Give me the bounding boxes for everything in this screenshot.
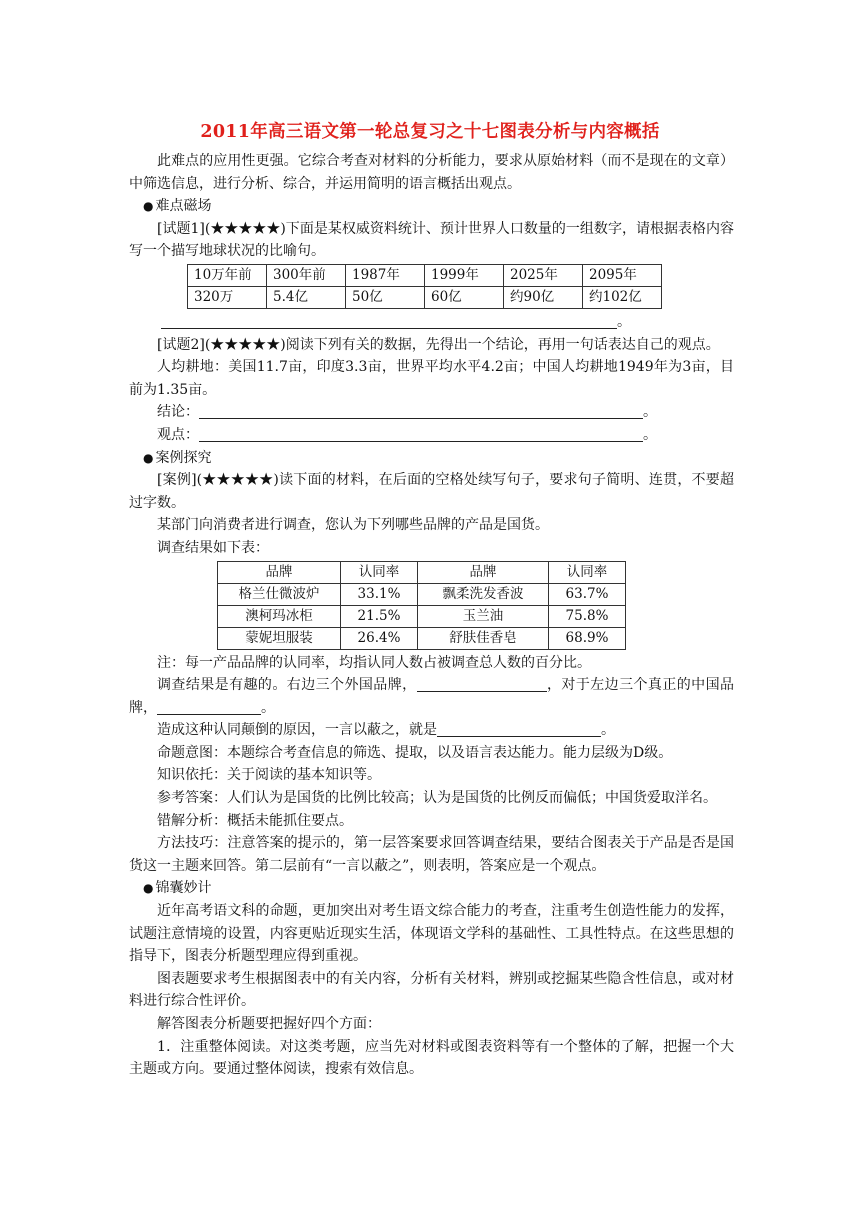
answer-blank[interactable] xyxy=(417,676,547,692)
table-note: 注：每一产品品牌的认同率，均指认同人数占被调查总人数的百分比。 xyxy=(157,654,591,671)
table-cell: 格兰仕微波炉 xyxy=(218,583,341,605)
tips-paragraph: 图表题要求考生根据图表中的有关内容，分析有关材料，辨别或挖掘某些隐含性信息，或对材料进行综合性评价。 xyxy=(129,970,734,1010)
population-table xyxy=(187,264,662,309)
question-2-text: [试题2](★★★★★)阅读下列有关的数据，先得出一个结论，再用一句话表达自己的观点。 xyxy=(157,336,720,353)
table-cell: 50亿 xyxy=(346,286,425,308)
table-cell: 2095年 xyxy=(583,264,662,286)
answer-blank[interactable] xyxy=(157,699,261,715)
table-cell: 玉兰油 xyxy=(418,605,549,627)
case-text: [案例](★★★★★)读下面的材料，在后面的空格处续写句子，要求句子简明、连贯，不要超过字数。 xyxy=(129,472,734,511)
bullet-icon: ● xyxy=(143,450,154,465)
table-header-cell: 认同率 xyxy=(549,561,626,583)
table-cell: 68.9% xyxy=(549,627,626,649)
question-1-text: [试题1](★★★★★)下面是某权威资料统计、预计世界人口数量的一组数字，请根据表格内容写一个描写地球状况的比喻句。 xyxy=(129,220,734,260)
table-cell: 1999年 xyxy=(425,264,504,286)
view-line: 观点： 。 xyxy=(157,426,657,443)
fill-sentence-2: 造成这种认同颠倒的原因，一言以蔽之，就是 。 xyxy=(157,722,615,739)
table-cell: 约102亿 xyxy=(583,286,662,308)
error-analysis: 错解分析：概括未能抓住要点。 xyxy=(157,812,353,829)
section-heading-tips: ● 锦囊妙计 xyxy=(143,880,212,897)
case-paragraph: 某部门向消费者进行调查，您认为下列哪些品牌的产品是国货。 xyxy=(157,517,549,534)
case-paragraph: 调查结果如下表： xyxy=(157,539,269,556)
tips-paragraph: 近年高考语文科的命题，更加突出对考生语文综合能力的考查，注重考生创造性能力的发挥，试题注意情境的设置，内容更贴近现实生活，体现语文学科的基础性、工具性特点。在这些思想的指导下，图表分析题型理应得到重视。 xyxy=(129,903,734,965)
answer-blank[interactable] xyxy=(437,721,601,737)
answer-blank[interactable] xyxy=(161,313,617,329)
conclusion-blank[interactable] xyxy=(199,403,643,419)
bullet-icon: ● xyxy=(143,881,154,896)
table-cell: 33.1% xyxy=(341,583,418,605)
reference-answer: 参考答案：人们认为是国货的比例比较高；认为是国货的比例反而偏低；中国货爱取洋名。 xyxy=(157,790,717,807)
brand-survey-table xyxy=(217,561,626,650)
table-cell: 300年前 xyxy=(267,264,346,286)
table-cell: 澳柯玛冰柜 xyxy=(218,605,341,627)
bullet-icon: ● xyxy=(143,199,154,214)
table-row xyxy=(218,605,626,627)
table-cell: 21.5% xyxy=(341,605,418,627)
document-body xyxy=(129,150,734,1081)
table-cell: 1987年 xyxy=(346,264,425,286)
table-cell: 10万年前 xyxy=(188,264,267,286)
section-heading-difficulty: ● 难点磁场 xyxy=(143,198,212,215)
fill-sentence-1: 调查结果是有趣的。右边三个外国品牌， ，对于左边三个真正的中国品牌， 。 xyxy=(129,677,735,716)
conclusion-line: 结论： 。 xyxy=(157,404,657,421)
table-row xyxy=(188,286,662,308)
table-cell: 5.4亿 xyxy=(267,286,346,308)
table-header-cell: 品牌 xyxy=(218,561,341,583)
table-header-row xyxy=(218,561,626,583)
knowledge-basis: 知识依托：关于阅读的基本知识等。 xyxy=(157,767,381,784)
answer-line-1: 。 xyxy=(129,311,734,334)
table-cell: 60亿 xyxy=(425,286,504,308)
table-cell: 蒙妮坦服装 xyxy=(218,627,341,649)
view-blank[interactable] xyxy=(199,426,643,442)
table-cell: 26.4% xyxy=(341,627,418,649)
question-2-data: 人均耕地：美国11.7亩，印度3.3亩，世界平均水平4.2亩；中国人均耕地1949年为3亩，目前为1.35亩。 xyxy=(129,359,734,398)
table-cell: 320万 xyxy=(188,286,267,308)
table-cell: 飘柔洗发香波 xyxy=(418,583,549,605)
table-cell: 63.7% xyxy=(549,583,626,605)
table-cell: 2025年 xyxy=(504,264,583,286)
section-heading-case: ● 案例探究 xyxy=(143,449,212,466)
table-header-cell: 品牌 xyxy=(418,561,549,583)
tips-paragraph: 1．注重整体阅读。对这类考题，应当先对材料或图表资料等有一个整体的了解，把握一个大主题或方向。要通过整体阅读，搜索有效信息。 xyxy=(129,1038,734,1078)
intro-paragraph: 此难点的应用性更强。它综合考查对材料的分析能力，要求从原始材料（而不是现在的文章）中筛选信息，进行分析、综合，并运用简明的语言概括出观点。 xyxy=(129,153,734,192)
tips-paragraph: 解答图表分析题要把握好四个方面： xyxy=(157,1016,381,1032)
table-cell: 约90亿 xyxy=(504,286,583,308)
table-row xyxy=(218,627,626,649)
table-header-cell: 认同率 xyxy=(341,561,418,583)
method-tips: 方法技巧：注意答案的提示的，第一层答案要求回答调查结果，要结合图表关于产品是否是国货这一主题来回答。第二层前有“一言以蔽之”，则表明，答案应是一个观点。 xyxy=(129,835,734,874)
table-row xyxy=(218,583,626,605)
table-row xyxy=(188,264,662,286)
question-intent: 命题意图：本题综合考查信息的筛选、提取，以及语言表达能力。能力层级为D级。 xyxy=(157,744,673,761)
page-title: 2011年高三语文第一轮总复习之十七图表分析与内容概括 xyxy=(200,122,660,142)
table-cell: 舒肤佳香皂 xyxy=(418,627,549,649)
table-cell: 75.8% xyxy=(549,605,626,627)
